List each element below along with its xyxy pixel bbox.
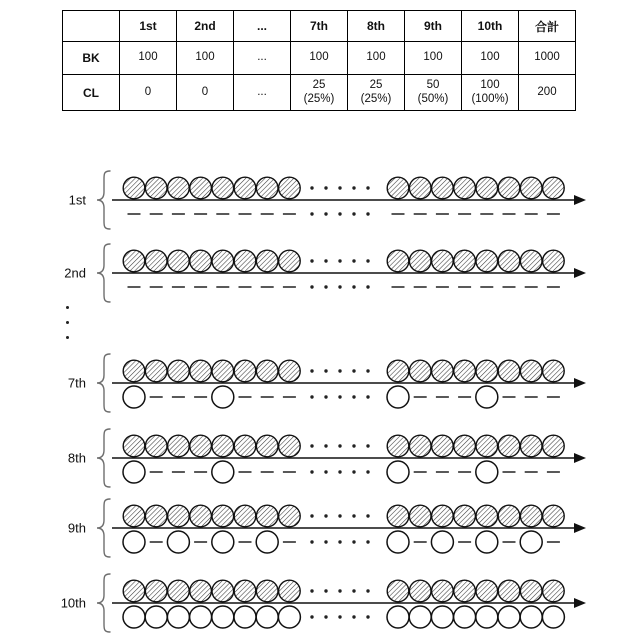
table-cell: 0 [120,75,177,111]
open-circle [520,606,542,628]
table-header-cell: 9th [405,11,462,42]
ellipsis-dot [366,212,369,215]
arrowhead-icon [574,268,586,278]
hatched-circle [123,177,145,199]
hatched-circle [432,435,454,457]
hatched-circle [520,250,542,272]
hatched-circle [168,360,190,382]
hatched-circle [212,580,234,602]
table-row [63,42,576,75]
hatched-circle [234,177,256,199]
hatched-circle [454,360,476,382]
hatched-circle [387,505,409,527]
hatched-circle [543,177,565,199]
ellipsis-dot [352,395,355,398]
row-label: 10th [60,595,86,611]
hatched-circle [432,580,454,602]
hatched-circle [476,177,498,199]
open-circle [123,461,145,483]
ellipsis-dot [338,285,341,288]
vertical-ellipsis-dot [66,306,69,309]
ellipsis-dot [366,186,369,189]
ellipsis-dot [310,212,313,215]
hatched-circle [190,435,212,457]
hatched-circle [256,435,278,457]
open-circle [431,606,453,628]
table-cell: ... [234,42,291,75]
hatched-circle [387,580,409,602]
hatched-circle [387,250,409,272]
row-brace [97,499,110,557]
hatched-circle [543,505,565,527]
ellipsis-dot [352,540,355,543]
hatched-circle [234,435,256,457]
ellipsis-dot [366,589,369,592]
table-cell: 100 [405,42,462,75]
hatched-circle [145,580,167,602]
hatched-circle [123,250,145,272]
hatched-circle [543,250,565,272]
hatched-circle [432,505,454,527]
ellipsis-dot [338,369,341,372]
table-header-cell: 1st [120,11,177,42]
hatched-circle [520,580,542,602]
ellipsis-dot [324,589,327,592]
hatched-circle [387,435,409,457]
open-circle [409,606,431,628]
open-circle [476,461,498,483]
table-cell: 50 (50%) [405,75,462,111]
table-row [63,75,576,111]
ellipsis-dot [324,259,327,262]
ellipsis-dot [310,470,313,473]
open-circle [520,531,542,553]
table-row-label: CL [63,75,120,111]
hatched-circle [145,435,167,457]
hatched-circle [543,360,565,382]
hatched-circle [476,505,498,527]
hatched-circle [543,580,565,602]
row-brace [97,171,110,229]
table-cell: 25 (25%) [348,75,405,111]
open-circle [123,531,145,553]
row-brace [97,354,110,412]
ellipsis-dot [324,540,327,543]
ellipsis-dot [324,395,327,398]
ellipsis-dot [338,259,341,262]
hatched-circle [190,177,212,199]
hatched-circle [256,505,278,527]
hatched-circle [520,360,542,382]
row-label: 9th [67,520,86,536]
ellipsis-dot [338,444,341,447]
ellipsis-dot [366,444,369,447]
hatched-circle [432,250,454,272]
hatched-circle [168,505,190,527]
hatched-circle [168,580,190,602]
open-circle [123,606,145,628]
hatched-circle [145,505,167,527]
open-circle [167,531,189,553]
hatched-circle [498,177,520,199]
open-circle [387,386,409,408]
hatched-circle [409,435,431,457]
ellipsis-dot [366,395,369,398]
open-circle [476,386,498,408]
ellipsis-dot [324,514,327,517]
hatched-circle [123,580,145,602]
ellipsis-dot [324,285,327,288]
hatched-circle [168,177,190,199]
table-cell: 0 [177,75,234,111]
diagram-row-10th [0,567,640,639]
hatched-circle [454,250,476,272]
ellipsis-dot [310,444,313,447]
hatched-circle [432,177,454,199]
frequency-table-body [63,42,576,111]
hatched-circle [520,505,542,527]
arrowhead-icon [574,378,586,388]
hatched-circle [234,360,256,382]
hatched-circle [168,435,190,457]
hatched-circle [190,360,212,382]
ellipsis-dot [338,514,341,517]
hatched-circle [387,177,409,199]
arrowhead-icon [574,598,586,608]
ellipsis-dot [352,259,355,262]
hatched-circle [498,580,520,602]
ellipsis-dot [352,615,355,618]
row-label: 7th [67,375,86,391]
ellipsis-dot [310,615,313,618]
open-circle [123,386,145,408]
table-cell: 100 [462,42,519,75]
open-circle [431,531,453,553]
hatched-circle [543,435,565,457]
arrowhead-icon [574,523,586,533]
hatched-circle [190,250,212,272]
hatched-circle [279,505,301,527]
open-circle [454,606,476,628]
vertical-ellipsis [66,306,69,351]
row-label: 2nd [64,265,86,281]
hatched-circle [454,580,476,602]
table-cell: 200 [519,75,576,111]
ellipsis-dot [310,259,313,262]
ellipsis-dot [338,395,341,398]
hatched-circle [212,435,234,457]
ellipsis-dot [310,186,313,189]
hatched-circle [409,360,431,382]
ellipsis-dot [352,589,355,592]
ellipsis-dot [338,540,341,543]
ellipsis-dot [338,186,341,189]
table-cell: 100 [177,42,234,75]
hatched-circle [454,505,476,527]
ellipsis-dot [310,285,313,288]
open-circle [387,606,409,628]
table-header-cell: ... [234,11,291,42]
hatched-circle [256,360,278,382]
hatched-circle [520,177,542,199]
open-circle [167,606,189,628]
open-circle [498,606,520,628]
ellipsis-dot [310,514,313,517]
table-cell: 100 [120,42,177,75]
open-circle [542,606,564,628]
open-circle [145,606,167,628]
ellipsis-dot [366,540,369,543]
ellipsis-dot [366,514,369,517]
hatched-circle [409,505,431,527]
ellipsis-dot [338,470,341,473]
ellipsis-dot [310,369,313,372]
ellipsis-dot [352,186,355,189]
open-circle [387,461,409,483]
hatched-circle [476,360,498,382]
open-circle [190,606,212,628]
frequency-table-head [63,11,576,42]
frequency-table [62,10,576,111]
ellipsis-dot [324,444,327,447]
vertical-ellipsis-dot [66,336,69,339]
ellipsis-dot [310,540,313,543]
ellipsis-dot [352,514,355,517]
hatched-circle [145,360,167,382]
hatched-circle [279,250,301,272]
hatched-circle [234,250,256,272]
hatched-circle [279,177,301,199]
table-header-cell: 10th [462,11,519,42]
open-circle [212,386,234,408]
row-brace [97,244,110,302]
table-cell: 100 (100%) [462,75,519,111]
row-brace [97,574,110,632]
hatched-circle [498,505,520,527]
hatched-circle [279,435,301,457]
hatched-circle [387,360,409,382]
hatched-circle [520,435,542,457]
table-header-row [63,11,576,42]
hatched-circle [409,580,431,602]
hatched-circle [256,177,278,199]
hatched-circle [279,580,301,602]
open-circle [234,606,256,628]
hatched-circle [476,435,498,457]
open-circle [212,461,234,483]
hatched-circle [212,250,234,272]
ellipsis-dot [324,186,327,189]
table-cell: ... [234,75,291,111]
open-circle [256,531,278,553]
row-label: 8th [67,450,86,466]
table-header-cell: 7th [291,11,348,42]
hatched-circle [168,250,190,272]
hatched-circle [256,250,278,272]
ellipsis-dot [324,615,327,618]
table-header-cell: 合計 [519,11,576,42]
table-cell: 100 [348,42,405,75]
hatched-circle [190,505,212,527]
hatched-circle [145,177,167,199]
hatched-circle [409,250,431,272]
hatched-circle [123,505,145,527]
hatched-circle [476,250,498,272]
hatched-circle [454,177,476,199]
hatched-circle [498,250,520,272]
hatched-circle [498,435,520,457]
open-circle [387,531,409,553]
ellipsis-dot [324,212,327,215]
diagram-row-2nd [0,237,640,309]
ellipsis-dot [366,285,369,288]
hatched-circle [432,360,454,382]
row-brace [97,429,110,487]
hatched-circle [454,435,476,457]
ellipsis-dot [352,470,355,473]
table-cell: 25 (25%) [291,75,348,111]
table-cell: 1000 [519,42,576,75]
ellipsis-dot [366,369,369,372]
open-circle [212,531,234,553]
ellipsis-dot [338,212,341,215]
ellipsis-dot [352,212,355,215]
hatched-circle [212,360,234,382]
ellipsis-dot [366,259,369,262]
row-label: 1st [68,192,86,208]
ellipsis-dot [352,285,355,288]
hatched-circle [476,580,498,602]
open-circle [212,606,234,628]
ellipsis-dot [324,470,327,473]
arrowhead-icon [574,453,586,463]
ellipsis-dot [352,444,355,447]
hatched-circle [123,360,145,382]
table-header-cell: 8th [348,11,405,42]
ellipsis-dot [310,395,313,398]
ellipsis-dot [366,470,369,473]
diagram-row-1st [0,164,640,236]
open-circle [278,606,300,628]
hatched-circle [212,177,234,199]
hatched-circle [409,177,431,199]
diagram-row-7th [0,347,640,419]
ellipsis-dot [352,369,355,372]
ellipsis-dot [366,615,369,618]
open-circle [256,606,278,628]
hatched-circle [234,580,256,602]
hatched-circle [190,580,212,602]
table-header-cell: 2nd [177,11,234,42]
hatched-circle [279,360,301,382]
arrowhead-icon [574,195,586,205]
ellipsis-dot [338,589,341,592]
vertical-ellipsis-dot [66,321,69,324]
ellipsis-dot [310,589,313,592]
hatched-circle [234,505,256,527]
table-row-label: BK [63,42,120,75]
table-corner-cell [63,11,120,42]
open-circle [476,531,498,553]
hatched-circle [212,505,234,527]
ellipsis-dot [338,615,341,618]
hatched-circle [498,360,520,382]
ellipsis-dot [324,369,327,372]
hatched-circle [145,250,167,272]
diagram-row-8th [0,422,640,494]
table-cell: 100 [291,42,348,75]
open-circle [476,606,498,628]
diagram-row-9th [0,492,640,564]
hatched-circle [123,435,145,457]
hatched-circle [256,580,278,602]
